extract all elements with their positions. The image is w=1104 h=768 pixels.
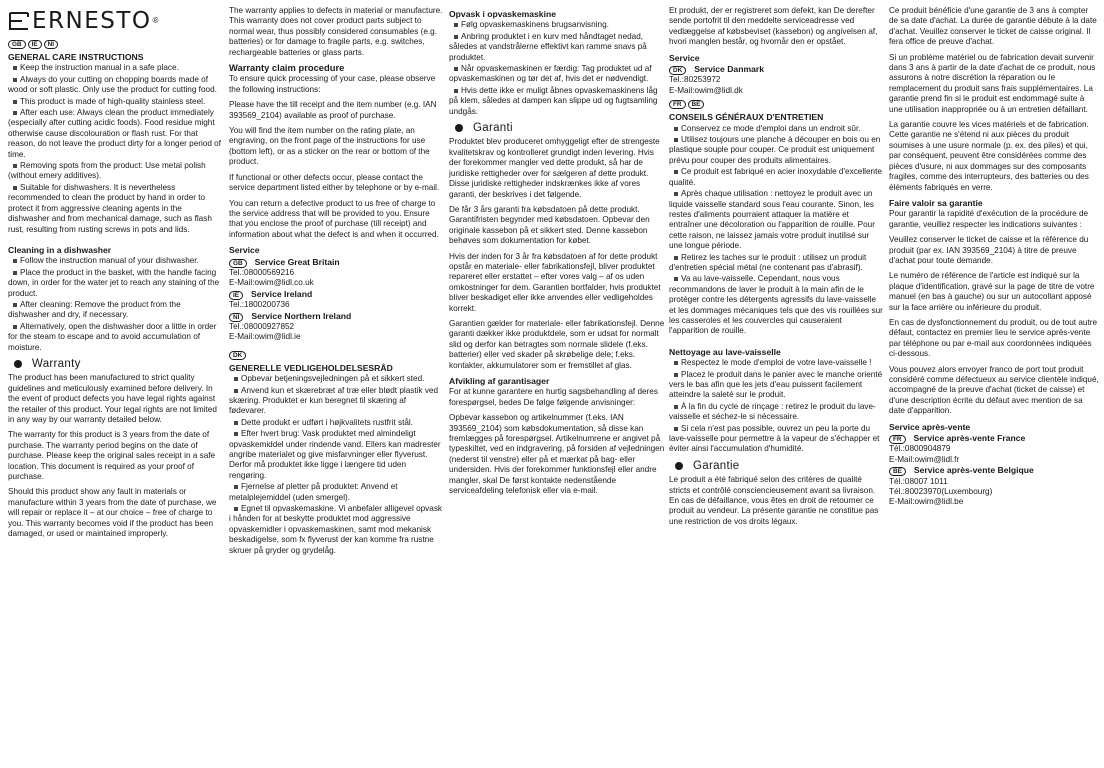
paragraph: Le produit a été fabriqué selon des critères de qualité stricts et contrôlé consciencieusement avant sa livraison. En cas de défaillance, vous êtes en droit de retourner ce produit au vendeur. La présente garantie ne constitue pas une restriction de vos droits légaux. — [669, 475, 879, 526]
warranty-heading — [8, 359, 222, 369]
badge-be: BE — [889, 467, 906, 476]
paragraph: The product has been manufactured to strict quality guidelines and meticulously examined before delivery. In the event of product defects you have legal rights against the retailer of this product. Your legal rights are not limited in any way by our warranty detailed below. — [8, 373, 217, 424]
paragraph: Pour garantir la rapidité d'exécution de la procédure de garantie, veuillez respecter les indications suivantes : — [889, 209, 1089, 229]
column-4 — [669, 6, 883, 764]
list-item: Egnet til opvaskemaskine. Vi anbefaler alligevel opvask i hånden for at beskytte produktet mod aggressive opvaskemidler i opvaskemaskinen, samt mod mekanisk beskadigelse, som fx flyverust der kan komme fra rustne skruer på gryder og grydelåg. — [229, 504, 443, 555]
service-phone: Tel.:08000569216 — [229, 267, 295, 277]
list-item: Dette produkt er udført i højkvalitets rustfrit stål. — [229, 418, 443, 428]
service-email: E-Mail:owim@lidl.fr — [889, 454, 960, 464]
list-item: Alternatively, open the dishwasher door a little in order for the steam to escape and to avoid accumulation of moisture. — [8, 322, 222, 353]
section-title: GENERAL CARE INSTRUCTIONS — [8, 52, 144, 62]
list-item: Après chaque utilisation : nettoyez le produit avec un liquide vaisselle standard sous l'eau courante. Sinon, les restes d'aliments pourraient attaquer la matière et entraîner une décoloration ou l'apparition de rouille. Pour cette raison, ne laissez jamais votre produit inutilisé sur une longue période. — [669, 189, 883, 251]
service-name: Service Danmark — [694, 64, 764, 75]
list-item: À la fin du cycle de rinçage : retirez le produit du lave-vaisselle et séchez-le si nécessaire. — [669, 402, 883, 423]
paragraph: La garantie couvre les vices matériels et de fabrication. Cette garantie ne s'étend ni aux pièces du produit soumises à une usure normale (p. ex. des piles) et qui, par conséquent, peuvent être considérées comme des pièces d'usure, ni aux dommages sur des composants fragiles, comme des interrupteurs, des batteries ou des éléments fabriqués en verre. — [889, 120, 1089, 192]
service-email: E-Mail:owim@lidl.co.uk — [229, 278, 314, 288]
paragraph: For at kunne garantere en hurtig sagsbehandling af deres forespørgsel, bedes De følge følgende anvisninger: — [449, 387, 658, 407]
paragraph: Vous pouvez alors envoyer franco de port tout produit considéré comme défectueux au service clientèle indiqué, accompagné de la preuve d'achat (ticket de caisse) et d'une description écrite du défaut avec mention de sa date d'apparition. — [889, 364, 1099, 416]
section-title: Afvikling af garantisager — [449, 376, 550, 386]
badge-gb: GB — [229, 259, 247, 268]
service-entry — [889, 465, 1099, 508]
paragraph: Please have the till receipt and the item number (e.g. IAN 393569_2104) available as proof of purchase. — [229, 100, 437, 120]
ernesto-logo-icon — [8, 10, 30, 32]
paragraph: Produktet blev produceret omhyggeligt efter de strengeste kvalitetskrav og kontrolleret grundigt inden levering. Hvis der forekommer mangler ved dette produkt, så har de juridiske rettigheder over for sælgeren af dette produkt. Disse juridiske rettigheder indskrænkes ikke af vores garanti, der beskrives i det følgende. — [449, 137, 660, 199]
bullet-dot-icon — [675, 462, 683, 470]
paragraph: Si un problème matériel ou de fabrication devait survenir dans 3 ans à partir de la date d'achat de ce produit, nous assurons à notre discrétion la réparation ou le remplacement du produit sans frais supplémentaires. La garantie prend fin si le produit est endommagé suite à une utilisation inappropriée ou à un entretien défaillant. — [889, 52, 1096, 114]
service-name: Service Great Britain — [254, 256, 340, 267]
list-item: After cleaning: Remove the product from the dishwasher and dry, if necessary. — [8, 300, 222, 321]
list-item: Place the product in the basket, with the handle facing down, in order for the water jet to reach any staining of the product. — [8, 268, 222, 299]
paragraph: Ce produit bénéficie d'une garantie de 3 ans à compter de sa date d'achat. La durée de garantie débute à la date d'achat. Veuillez conserver le ticket de caisse original. Il fera office de preuve d'achat. — [889, 6, 1097, 47]
warranty-heading-text: Garantie — [693, 459, 740, 472]
paragraph: Hvis der inden for 3 år fra købsdatoen af for dette produkt opstår en materiale- eller fabrikationsfejl, bliver produktet repareret eller erstattet – efter vores valg – af os uden omkostninger for dem. Garantien bortfalder, hvis produktet bliver beskadiget eller ikke anvendes eller vedligeholdes korrekt. — [449, 251, 661, 313]
section-title: Service — [669, 52, 700, 63]
list-item: Fjernelse af pletter på produktet: Anvend et metalplejemiddel (uden smergel). — [229, 482, 443, 503]
brand-name: ERNESTO — [32, 7, 152, 34]
paragraph: Should this product show any fault in materials or manufacture within 3 years from the date of purchase, we will repair or replace it – at our choice – free of charge to you. This warranty becomes void if the product has been damaged, or used or maintained improperly. — [8, 487, 217, 539]
badge-ie: IE — [229, 291, 243, 300]
service-phone: Tel.:1800200736 — [229, 300, 290, 310]
warranty-heading-text: Warranty — [32, 357, 81, 370]
paragraph: Opbevar kassebon og artikelnummer (f.eks. IAN 393569_2104) som købsdokumentation, så disse kan fremlægges på forespørgsel. Artikelnumrene er angivet på typeskiltet, ved en indgravering, på forsiden af vejledningen (nederst til venstre) eller på et mærkat på bag- eller undersiden. Hvis der forekommer funktionsfejl eller andre mangler, skal De først kontakte nedenstående serviceafdeling telefonisk eller via e-mail. — [449, 413, 665, 496]
service-entry — [889, 433, 1099, 465]
bullet-dot-icon — [455, 124, 463, 132]
paragraph: Le numéro de référence de l'article est indiqué sur la plaque d'identification, gravé sur la page de titre de votre manuel (en bas à gauche) ou sur un autocollant apposé sur la face arrière ou inférieure du produit. — [889, 271, 1095, 312]
paragraph: The warranty for this product is 3 years from the date of purchase. The warranty period begins on the date of purchase. Please keep the original sales receipt in a safe location. This document is required as your proof of purchase. — [8, 430, 216, 482]
language-badges — [229, 351, 443, 360]
warranty-heading-text: Garanti — [473, 122, 513, 135]
list-item: Follow the instruction manual of your dishwasher. — [8, 256, 222, 266]
section-title: Warranty claim procedure — [229, 62, 345, 74]
section-title: Service après-vente — [889, 421, 971, 432]
badge-gb: GB — [8, 40, 26, 49]
service-phone-luxembourg: Tél.:80023970(Luxembourg) — [889, 487, 993, 497]
list-item: Suitable for dishwashers. It is nevertheless recommended to clean the product by hand in order to protect it from aggressive cleaning agents in the dishwasher and from mechanical damage, such as flash rust, resulting from rusting screws in pots and lids. — [8, 183, 222, 235]
list-item: This product is made of high-quality stainless steel. — [8, 97, 222, 107]
paragraph: The warranty applies to defects in material or manufacture. This warranty does not cover product parts subject to normal wear, thus possibly considered consumables (e.g. batteries) or for damage to fragile parts, e.g. switches, rechargeable batteries or glass parts. — [229, 6, 443, 57]
section-title: Opvask i opvaskemaskine — [449, 9, 557, 19]
warranty-heading — [449, 123, 665, 133]
paragraph: Veuillez conserver le ticket de caisse et la référence du produit (par ex. IAN 393569_2104) à titre de preuve d'achat pour toute demande. — [889, 235, 1089, 265]
paragraph: Garantien gælder for materiale- eller fabrikationsfejl. Denne garanti dækker ikke produktdele, som er udsat for normalt slid og derfor kan betragtes som normale slidele (f.eks. batterier) eller ved skader på skrøbelige dele; f.eks. kontakter, akkumulatorer som er fremstillet af glas. — [449, 318, 665, 370]
column-1 — [8, 6, 222, 764]
list-item: Anbring produktet i en kurv med håndtaget nedad, således at vandstrålerne effektivt kan ramme snavs på produktet. — [449, 32, 665, 63]
section-title: Cleaning in a dishwasher — [8, 244, 112, 255]
column-3 — [449, 6, 665, 764]
service-phone: Tél.:0800904879 — [889, 444, 951, 454]
paragraph: To ensure quick processing of your case, please observe the following instructions: — [229, 74, 436, 94]
column-2 — [229, 6, 443, 764]
badge-dk: DK — [669, 66, 686, 75]
service-email: E-Mail:owim@lidl.ie — [229, 332, 301, 342]
list-item: Efter hvert brug: Vask produktet med almindeligt opvaskemiddel under rindende vand. Ellers kan madrester angribe materialet og give misfarvninger eller flyverust. Derfor må produktet ikke ligge i længere tid uden rengøring. — [229, 429, 443, 481]
list-item: Utilisez toujours une planche à découper en bois ou en plastique souple pour couper. Ce produit est uniquement prévu pour couper des produits alimentaires. — [669, 135, 883, 166]
badge-ni: NI — [44, 40, 58, 49]
badge-fr: FR — [889, 435, 906, 444]
badge-fr: FR — [669, 100, 686, 109]
section-title: GENERELLE VEDLIGEHOLDELSESRÅD — [229, 362, 393, 373]
bullet-dot-icon — [14, 360, 22, 368]
badge-dk: DK — [229, 351, 246, 360]
service-phone: Tel.:80253972 — [669, 75, 721, 85]
section-title: Nettoyage au lave-vaisselle — [669, 346, 781, 357]
list-item: Placez le produit dans le panier avec le manche orienté vers le bas afin que les jets d'eau puissent facilement atteindre la saleté sur le produit. — [669, 369, 883, 400]
list-item: Ce produit est fabriqué en acier inoxydable d'excellente qualité. — [669, 167, 882, 187]
list-item: Når opvaskemaskinen er færdig: Tag produktet ud af opvaskemaskinen og tør det af, hvis det er nødvendigt. — [449, 64, 665, 85]
list-item: Opbevar betjeningsvejledningen på et sikkert sted. — [229, 374, 443, 384]
language-badges — [8, 40, 222, 49]
badge-ie: IE — [28, 40, 42, 49]
service-name: Service après-vente Belgique — [913, 465, 1034, 476]
list-item: Conservez ce mode d'emploi dans un endroit sûr. — [669, 124, 883, 134]
list-item: Retirez les taches sur le produit : utilisez un produit d'entretien spécial métal (ne contenant pas d'abrasif). — [669, 253, 883, 274]
list-item: Si cela n'est pas possible, ouvrez un peu la porte du lave-vaisselle pour permettre à la vapeur de s'échapper et éviter ainsi l'accumulation d'humidité. — [669, 424, 883, 455]
service-email: E-Mail:owim@lidl.be — [889, 497, 964, 507]
list-item: Always do your cutting on chopping boards made of wood or soft plastic. Only use the product for cutting food. — [8, 75, 222, 96]
paragraph: Et produkt, der er registreret som defekt, kan De derefter sende portofrit til den meddelte serviceadresse ved vedlæggelse af købsbeviset (kassebon) og angivelsen af, hvori manglen består, og hvornår den er opstået. — [669, 6, 878, 47]
list-item: Følg opvaskemaskinens brugsanvisning. — [449, 20, 665, 30]
service-entry — [229, 311, 443, 343]
list-item: After each use: Always clean the product immediately (especially after cutting acidic foods). Food residue might otherwise cause discolouration or flash rust. For that reason, do not leave the product dirty for a longer period of time. — [8, 108, 222, 159]
warranty-heading — [669, 461, 883, 471]
section-title: Service — [229, 245, 260, 256]
list-item: Anvend kun et skærebræt af træ eller blødt plastik ved skæring. Produktet er kun beregnet til skæring af fødevarer. — [229, 386, 443, 417]
service-name: Service après-vente France — [913, 433, 1026, 444]
section-title: CONSEILS GÉNÉRAUX D'ENTRETIEN — [669, 112, 824, 123]
brand-logo — [8, 6, 222, 36]
paragraph: De får 3 års garanti fra købsdatoen på dette produkt. Garantifristen begynder med købsdatoen. Opbevar den originale kassebon på et sikkert sted. Denne kassebon behøves som dokumentation for købet. — [449, 204, 650, 246]
list-item: Respectez le mode d'emploi de votre lave-vaisselle ! — [669, 358, 883, 368]
paragraph: You will find the item number on the rating plate, an engraving, on the front page of the instructions for use (bottom left), or as a sticker on the rear or bottom of the product. — [229, 126, 430, 167]
service-entry — [229, 289, 443, 311]
service-entry — [669, 64, 883, 96]
service-phone: Tel.:08000927852 — [229, 321, 295, 331]
paragraph: If functional or other defects occur, please contact the service department listed either by telephone or by e-mail. — [229, 172, 440, 193]
service-phone: Tél.:08007 1011 — [889, 476, 948, 486]
language-badges — [669, 100, 883, 109]
service-name: Service Ireland — [251, 288, 313, 299]
paragraph: You can return a defective product to us free of charge to the service address that will be provided to you. Ensure that you enclose the proof of purchase (till receipt) and information about what the defect is and when it occurred. — [229, 198, 439, 239]
column-5 — [889, 6, 1099, 764]
badge-ni: NI — [229, 313, 243, 322]
list-item: Va au lave-vaisselle. Cependant, nous vous recommandons de laver le produit à la main afin de le protéger contre les détergents agressifs du lave-vaisselle et les dommages mécaniques tels que des vis rouillées sur les casseroles et les couvercles qui causeraient l'apparition de rouille. — [669, 274, 883, 336]
paragraph: En cas de dysfonctionnement du produit, ou de tout autre défaut, contactez en premier lieu le service après-vente par téléphone ou par e-mail aux coordonnées indiquées ci-dessous. — [889, 317, 1098, 359]
section-title: Faire valoir sa garantie — [889, 197, 983, 208]
brand-registered-mark: ® — [152, 15, 159, 25]
list-item: Hvis dette ikke er muligt åbnes opvaskemaskinens låg på klem, således at dampen kan slippe ud og fugtsamling undgås. — [449, 86, 665, 117]
service-email: E-Mail:owim@lidl.dk — [669, 85, 743, 95]
list-item: Keep the instruction manual in a safe place. — [8, 63, 222, 73]
badge-be: BE — [688, 100, 705, 109]
service-name: Service Northern Ireland — [251, 310, 352, 321]
list-item: Removing spots from the product: Use metal polish (without emery additives). — [8, 161, 222, 182]
service-entry — [229, 257, 443, 289]
